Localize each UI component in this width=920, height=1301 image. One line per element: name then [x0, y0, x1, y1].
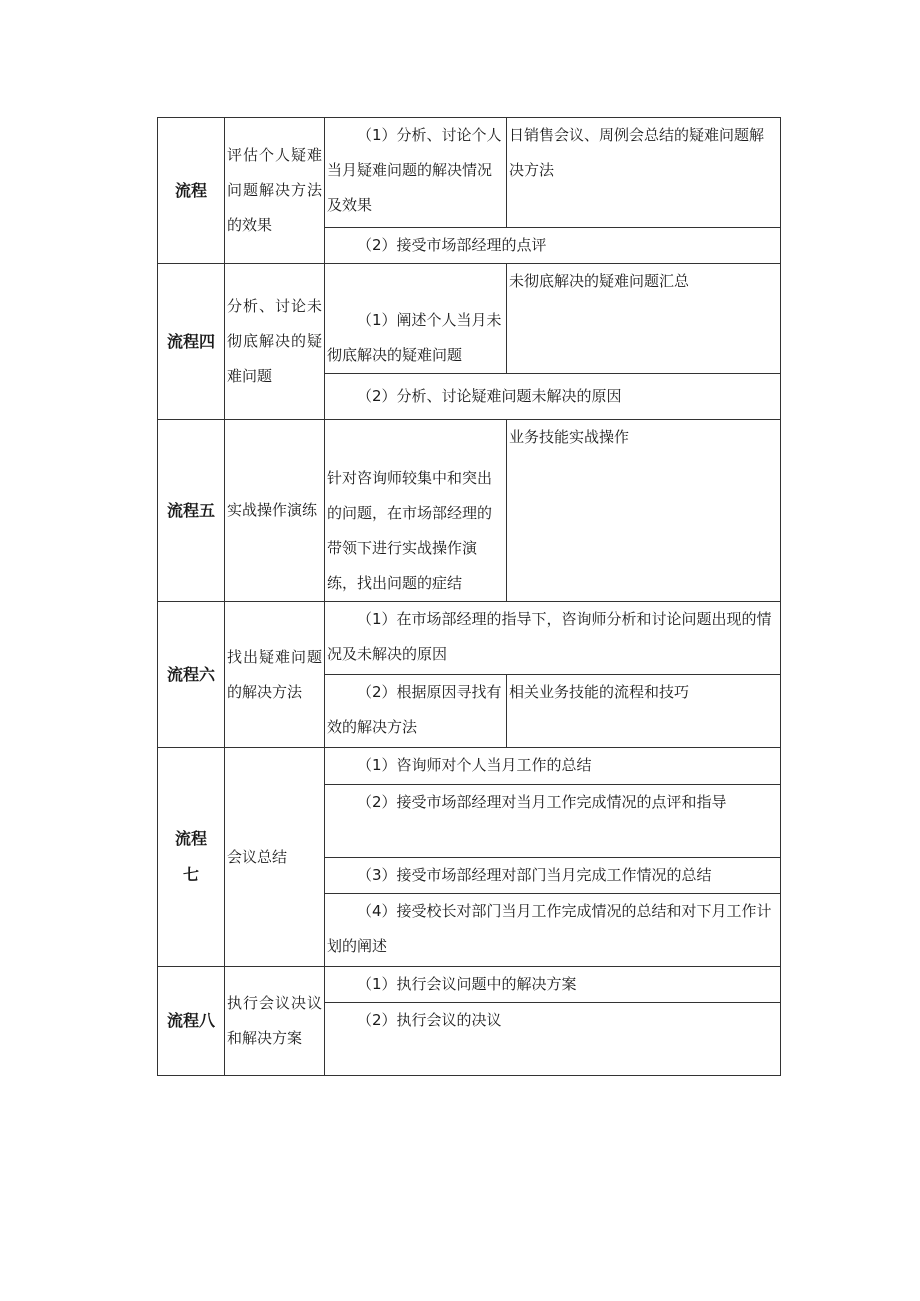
step-text: （2）执行会议的决议	[325, 1003, 781, 1076]
stage-label: 流程八	[158, 967, 225, 1076]
step-text: （2）接受市场部经理对当月工作完成情况的点评和指导	[325, 785, 781, 858]
step-text: （1）在市场部经理的指导下，咨询师分析和讨论问题出现的情况及未解决的原因	[325, 602, 781, 675]
step-text: （3）接受市场部经理对部门当月完成工作情况的总结	[325, 858, 781, 894]
step-text: （1）阐述个人当月未彻底解决的疑难问题	[325, 264, 507, 374]
step-text: （2）根据原因寻找有效的解决方法	[325, 675, 507, 748]
step-text: （2）分析、讨论疑难问题未解决的原因	[325, 374, 781, 420]
step-note: 未彻底解决的疑难问题汇总	[507, 264, 781, 374]
step-text: （4）接受校长对部门当月工作完成情况的总结和对下月工作计划的阐述	[325, 894, 781, 967]
stage-label: 流程六	[158, 602, 225, 748]
stage-topic: 实战操作演练	[225, 420, 325, 602]
table-row	[158, 420, 781, 602]
stage-topic: 评估个人疑难问题解决方法的效果	[225, 118, 325, 264]
stage-label: 流程四	[158, 264, 225, 420]
stage-label: 流程	[158, 118, 225, 264]
step-text: （1）分析、讨论个人当月疑难问题的解决情况及效果	[325, 118, 507, 228]
step-note: 相关业务技能的流程和技巧	[507, 675, 781, 748]
table-row	[158, 748, 781, 785]
stage-topic: 会议总结	[225, 748, 325, 967]
table-row	[158, 602, 781, 675]
step-note: 日销售会议、周例会总结的疑难问题解决方法	[507, 118, 781, 228]
step-text: （1）执行会议问题中的解决方案	[325, 967, 781, 1003]
stage-label	[158, 748, 225, 967]
table-row	[158, 264, 781, 374]
step-text: （2）接受市场部经理的点评	[325, 228, 781, 264]
process-table	[157, 117, 781, 1076]
step-note: 业务技能实战操作	[507, 420, 781, 602]
stage-label-text: 流程七	[174, 829, 207, 884]
table-row	[158, 967, 781, 1003]
stage-topic: 找出疑难问题的解决方法	[225, 602, 325, 748]
stage-topic: 执行会议决议和解决方案	[225, 967, 325, 1076]
stage-topic: 分析、讨论未彻底解决的疑难问题	[225, 264, 325, 420]
stage-label: 流程五	[158, 420, 225, 602]
step-text: 针对咨询师较集中和突出的问题，在市场部经理的带领下进行实战操作演练，找出问题的症结	[325, 420, 507, 602]
table-row	[158, 118, 781, 228]
step-text: （1）咨询师对个人当月工作的总结	[325, 748, 781, 785]
